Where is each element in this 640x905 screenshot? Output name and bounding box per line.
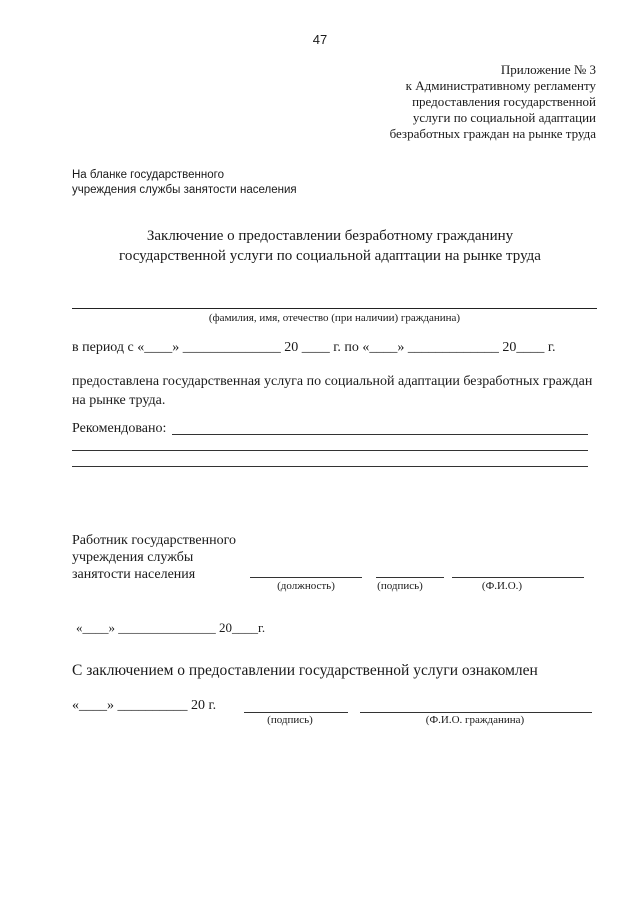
title-line-1: Заключение о предоставлении безработному гражданину [146, 228, 514, 244]
acquainted-fio-line [360, 712, 592, 713]
worker-position-line [250, 577, 362, 578]
provided-line-2: на рынке труда. [72, 393, 166, 408]
worker-fio-caption: (Ф.И.О.) [481, 580, 523, 592]
citizen-name-line [72, 308, 597, 309]
worker-signature-caption: (подпись) [377, 580, 423, 592]
worker-line-1: Работник государственного [72, 533, 237, 548]
document-title [60, 226, 600, 266]
period-line: в период с «____» ______________ 20 ____ г. по «____» _____________ 20____ г. [72, 340, 556, 355]
acquainted-signature-caption: (подпись) [267, 714, 313, 726]
worker-line-2: учреждения службы [72, 550, 194, 565]
appendix-line-5: безработных граждан на рынке труда [389, 126, 596, 141]
letterhead-line-2: учреждения службы занятости населения [72, 184, 297, 196]
recommended-line-2 [72, 450, 588, 451]
appendix-line-2: к Административному регламенту [405, 78, 596, 93]
recommended-line-3 [72, 466, 588, 467]
acquainted-signature-line [244, 712, 348, 713]
worker-line-3: занятости населения [72, 567, 196, 582]
recommended-label: Рекомендовано: [72, 421, 167, 436]
appendix-line-1: Приложение № 3 [500, 62, 596, 77]
worker-signature-line [376, 577, 444, 578]
appendix-block [390, 62, 596, 142]
worker-position-caption: (должность) [277, 580, 335, 592]
provided-text [72, 372, 592, 410]
letterhead-note [72, 168, 297, 198]
worker-fio-line [452, 577, 584, 578]
recommended-line-1 [172, 434, 588, 435]
acquainted-fio-caption: (Ф.И.О. гражданина) [425, 714, 525, 726]
worker-label [72, 532, 236, 583]
provided-line-1: предоставлена государственная услуга по социальной адаптации безработных граждан [72, 374, 593, 389]
acquainted-date: «____» __________ 20 г. [72, 698, 217, 713]
page-number: 47 [312, 32, 328, 47]
title-line-2: государственной услуги по социальной адаптации на рынке труда [119, 248, 541, 264]
appendix-line-3: предоставления государственной [412, 94, 596, 109]
acquainted-heading: С заключением о предоставлении государственной услуги ознакомлен [72, 662, 538, 679]
date-line: «____» _______________ 20____г. [76, 620, 266, 635]
appendix-line-4: услуги по социальной адаптации [412, 110, 596, 125]
citizen-name-caption: (фамилия, имя, отечество (при наличии) гражданина) [208, 312, 461, 324]
letterhead-line-1: На бланке государственного [72, 169, 224, 181]
